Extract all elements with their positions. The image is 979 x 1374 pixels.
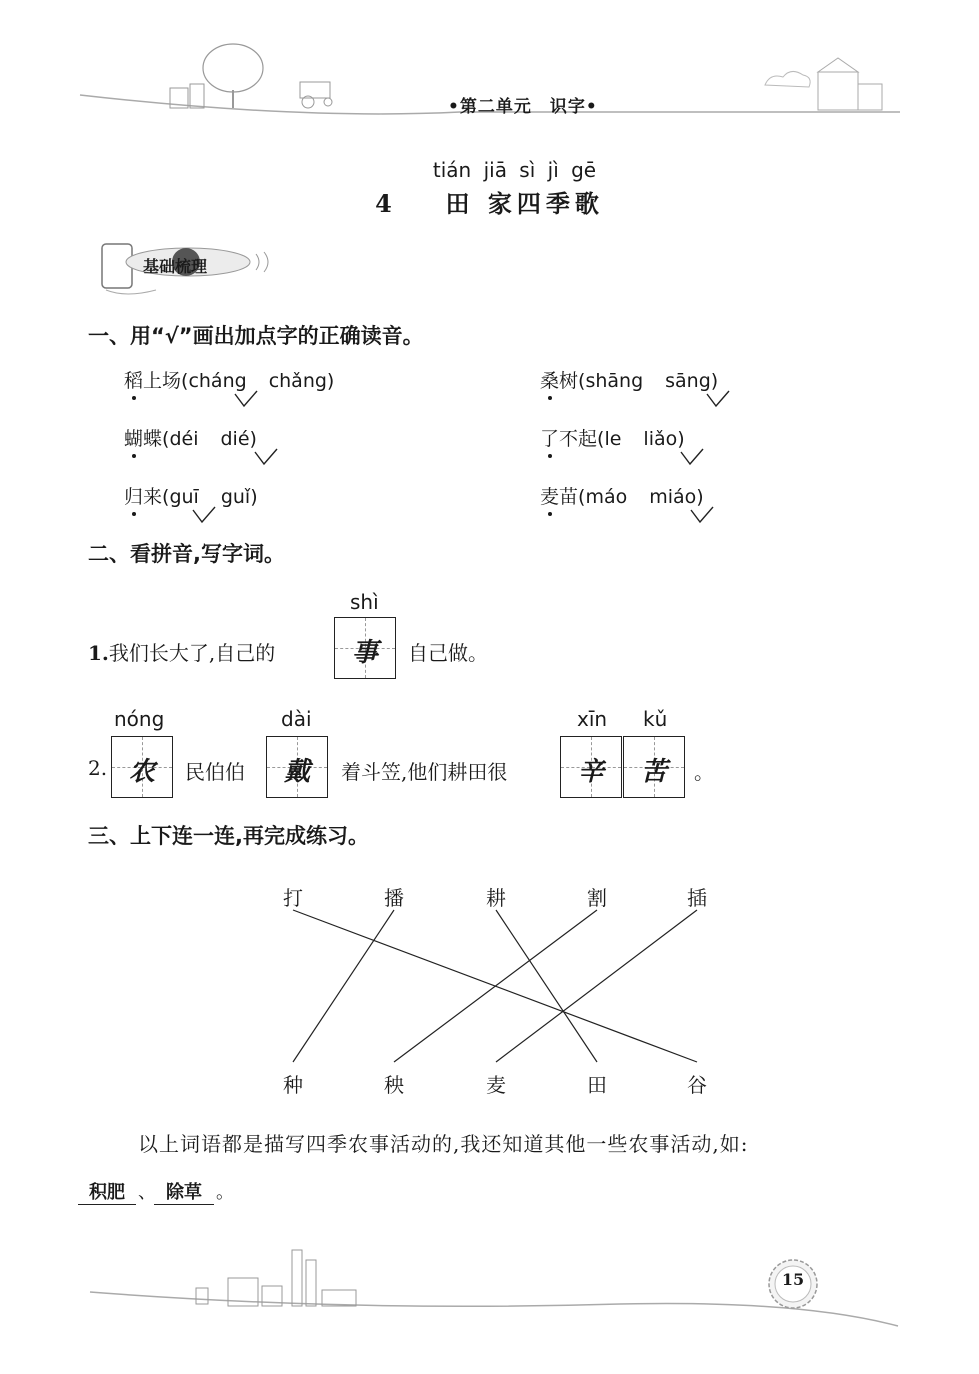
item-text: 树 <box>559 370 579 392</box>
bottom-word[interactable]: 秧 <box>384 1073 404 1097</box>
top-word[interactable]: 割 <box>587 886 607 910</box>
option-1: (máo <box>578 486 628 508</box>
top-word[interactable]: 播 <box>384 886 404 910</box>
top-word[interactable]: 耕 <box>486 886 506 910</box>
separator: 、 <box>138 1182 156 1203</box>
option-2: sāng) <box>665 370 719 392</box>
match-line <box>394 910 597 1062</box>
lesson-number: 4 <box>375 189 397 218</box>
bottom-word[interactable]: 麦 <box>486 1073 506 1097</box>
option-2: miáo) <box>649 486 704 508</box>
item-text: 上场 <box>143 370 182 392</box>
dotted-char: 桑 <box>540 370 560 392</box>
item-text: 蝶 <box>143 428 163 450</box>
dotted-char: 麦 <box>540 486 560 508</box>
top-word[interactable]: 插 <box>687 886 707 910</box>
match-line <box>293 910 394 1062</box>
fill-answer-1[interactable]: 积肥 <box>78 1178 136 1205</box>
q1-title: 一、用“√”画出加点字的正确读音。 <box>88 324 424 348</box>
top-word[interactable]: 打 <box>283 886 303 910</box>
pinyin-label: nóng <box>114 707 165 731</box>
option-2: dié) <box>220 428 257 450</box>
option-2: liǎo) <box>643 428 685 450</box>
pinyin-label: dài <box>281 707 312 731</box>
match-line <box>496 910 697 1062</box>
dotted-char: 了 <box>540 428 560 450</box>
lesson-name: 田 家四季歌 <box>445 189 604 218</box>
dotted-char: 归 <box>124 486 144 508</box>
answer-char: 苦 <box>640 757 667 787</box>
answer-char: 戴 <box>283 757 310 787</box>
answer-char: 农 <box>128 757 155 787</box>
sentence-number: 1. <box>88 641 109 665</box>
bottom-word[interactable]: 田 <box>587 1073 607 1097</box>
unit-label: •第二单元 识字• <box>448 97 598 117</box>
answer-char: 事 <box>351 638 378 668</box>
sentence-1-after: 自己做。 <box>408 641 488 665</box>
option-1: (le <box>597 428 622 450</box>
option-1: (shāng <box>578 370 644 392</box>
pinyin-label: xīn <box>577 707 608 731</box>
option-2: guǐ) <box>220 486 258 508</box>
page-number: 15 <box>781 1270 805 1289</box>
item-text: 来 <box>143 486 163 508</box>
option-1: (déi <box>162 428 199 450</box>
bottom-word[interactable]: 种 <box>283 1073 303 1097</box>
sentence-text: 我们长大了,自己的 <box>108 641 276 665</box>
sentence-end: 。 <box>216 1182 234 1203</box>
q3-title: 三、上下连一连,再完成练习。 <box>88 824 369 848</box>
pinyin-label: shì <box>350 590 379 614</box>
option-1: (guī <box>162 486 199 508</box>
option-2: chǎng) <box>268 370 335 392</box>
option-1: (cháng <box>181 370 247 392</box>
dotted-char: 蝴 <box>124 428 144 450</box>
sentence-text: 民伯伯 <box>185 760 245 784</box>
fill-answer-2[interactable]: 除草 <box>154 1178 214 1205</box>
match-line <box>496 910 597 1062</box>
footer-illustration <box>0 1230 979 1340</box>
sentence-text: 着斗笠,他们耕田很 <box>341 760 508 784</box>
section-badge-text: 基础梳理 <box>143 257 208 276</box>
pinyin-label: kǔ <box>643 707 668 731</box>
bottom-word[interactable]: 谷 <box>687 1073 707 1097</box>
dotted-char: 稻 <box>124 370 144 392</box>
q2-title: 二、看拼音,写字词。 <box>88 542 285 566</box>
title-pinyin: tián jiā sì jì gē <box>432 158 597 182</box>
sentence-number: 2. <box>88 756 108 780</box>
answer-char: 辛 <box>577 757 604 787</box>
sentence-end: 。 <box>694 760 714 784</box>
item-text: 苗 <box>559 486 579 508</box>
item-text: 不起 <box>559 428 598 450</box>
q3-sentence: 以上词语都是描写四季农事活动的,我还知道其他一些农事活动,如: <box>138 1132 749 1156</box>
